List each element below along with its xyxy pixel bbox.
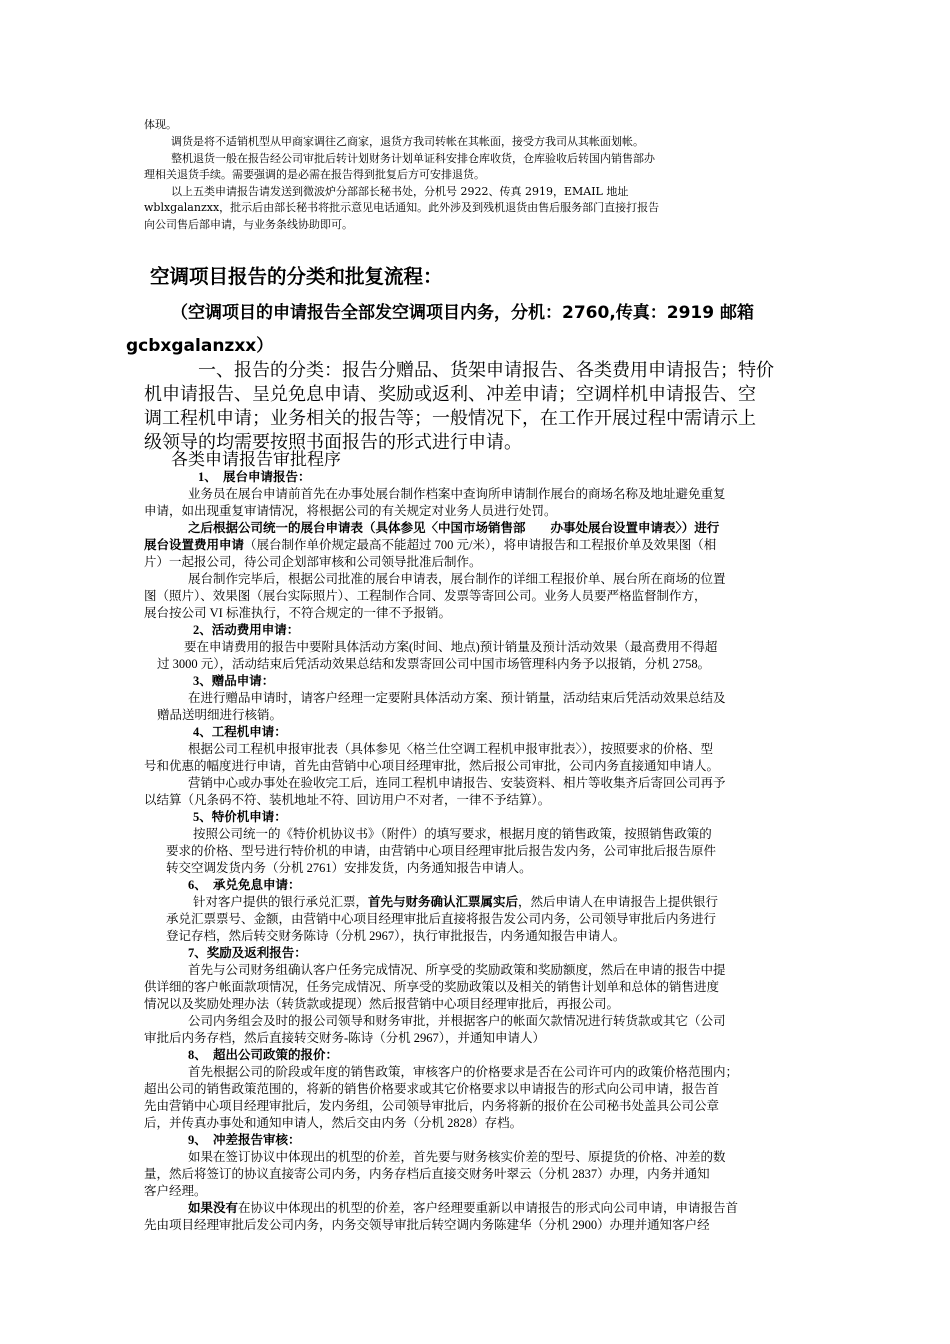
inline-text: 针对客户提供的银行承兑汇票， <box>193 895 369 909</box>
item-title: 2、活动费用申请： <box>193 623 300 637</box>
item-title: 7、奖励及返利报告： <box>188 946 307 960</box>
intro-line: 一、报告的分类：报告分赠品、货架申请报告、各类费用申请报告；特价 <box>198 360 774 380</box>
item-title: 1、 展台申请报告： <box>198 470 311 484</box>
text-line: 情况以及奖励处理办法（转货款或提现）然后报营销中心项目经理审批后，再报公司。 <box>144 997 620 1011</box>
text-line: 转交空调发货内务（分机 2761）安排发货，内务通知报告申请人。 <box>166 861 532 875</box>
text-line: 超出公司的销售政策范围的，将新的销售价格要求或其它价格要求以申请报告的形式向公司申请，报告首 <box>144 1082 720 1096</box>
item-title: 6、 承兑免息申请： <box>188 878 301 892</box>
text-line: 供详细的客户帐面款项情况，任务完成情况、所享受的奖励政策以及相关的销售计划单和总体的销售进度 <box>144 980 720 994</box>
intro-line: 机申请报告、呈兑免息申请、奖励或返利、冲差申请；空调样机申请报告、空 <box>144 384 756 404</box>
text-line: 后，并传真办事处和通知申请人，然后交由内务（分机 2828）存档。 <box>144 1116 523 1130</box>
text-line: 体现。 <box>144 118 177 131</box>
inline-text: 在协议中体现出的机型的价差，客户经理要重新以申请报告的形式向公司申请，申请报告首 <box>238 1201 739 1215</box>
text-line: 以上五类申请报告请发送到微波炉分部部长秘书处，分机号 2922、传真 2919，EMAIL 地址 <box>171 185 629 198</box>
text-line: 展台制作完毕后，根据公司批准的展台申请表，展台制作的详细工程报价单、展台所在商场的位置 <box>188 572 726 586</box>
text-line: 要在申请费用的报告中要附具体活动方案(时间、地点)预计销量及预计活动效果（最高费用不得超 <box>184 640 718 654</box>
item-title: 8、 超出公司政策的报价： <box>188 1048 339 1062</box>
text-line: 图（照片）、效果图（展台实际照片）、工程制作合同、发票等寄回公司。业务人员要严格监督制作方， <box>144 589 707 603</box>
text-line: 公司内务组会及时的报公司领导和财务审批，并根据客户的帐面欠款情况进行转货款或其它（公司 <box>188 1014 726 1028</box>
section-title: 空调项目报告的分类和批复流程： <box>150 265 443 288</box>
text-line: 登记存档，然后转交财务陈诗（分机 2967），执行审批报告，内务通知报告申请人。 <box>166 929 626 943</box>
text-line: 营销中心或办事处在验收完工后，连同工程机申请报告、安装资料、相片等收集齐后寄回公司再予 <box>188 776 726 790</box>
item-title: 9、 冲差报告审核： <box>188 1133 301 1147</box>
text-line: 审批后内务存档，然后直接转交财务-陈诗（分机 2967），并通知申请人） <box>144 1031 546 1045</box>
text-line: 客户经理。 <box>144 1184 207 1198</box>
intro-line: 调工程机申请；业务相关的报告等；一般情况下，在工作开展过程中需请示上 <box>144 408 756 428</box>
text-line: 以结算（凡条码不符、装机地址不符、回访用户不对者，一律不予结算）。 <box>144 793 551 807</box>
text-line <box>193 894 718 911</box>
text-line: 业务员在展台申请前首先在办事处展台制作档案中查询所申请制作展台的商场名称及地址避免重复 <box>188 487 726 501</box>
text-line: 在进行赠品申请时，请客户经理一定要附具体活动方案、预计销量，活动结束后凭活动效果总结及 <box>188 691 726 705</box>
inline-text: ，然后申请人在申请报告上提供银行 <box>518 895 719 909</box>
text-line: 理相关退货手续。需要强调的是必需在报告得到批复后方可安排退货。 <box>144 168 485 181</box>
text-line: 根据公司工程机申报审批表（具体参见〈格兰仕空调工程机申报审批表〉），按照要求的价格、型 <box>188 742 714 756</box>
text-line: 展台按公司 VI 标准执行，不符合规定的一律不予报销。 <box>144 606 451 620</box>
inline-bold: 如果没有 <box>188 1201 239 1215</box>
text-line: 先由营销中心项目经理审批后，发内务组，公司领导审批后，内务将新的报价在公司秘书处盖具公司公章 <box>144 1099 720 1113</box>
text-line: 赠品送明细进行核销。 <box>157 708 283 722</box>
text-line: 片）一起报公司，待公司企划部审核和公司领导批准后制作。 <box>144 555 482 569</box>
text-line: 整机退货一般在报告经公司审批后转计划财务计划单证科安排仓库收货，仓库验收后转国内销售部办 <box>171 152 655 165</box>
item-title: 3、赠品申请： <box>193 674 275 688</box>
text-line-bold: 之后根据公司统一的展台申请表（具体参见〈中国市场销售部 办事处展台设置申请表〉）进行 <box>188 521 720 535</box>
text-line <box>188 1200 738 1217</box>
item-title: 5、特价机申请： <box>193 810 287 824</box>
text-line: 如果在签订协议中体现出的机型的价差，首先要与财务核实价差的型号、原提货的价格、冲差的数 <box>188 1150 726 1164</box>
text-line: wblxgalanzxx，批示后由部长秘书将批示意见电话通知。此外涉及到残机退货由售后服务部门直接打报告 <box>144 201 660 214</box>
text-line: 要求的价格、型号进行特价机的申请，由营销中心项目经理审批后报告发内务，公司审批后报告原件 <box>166 844 717 858</box>
section-subtitle-cont: gcbxgalanzxx） <box>126 336 274 356</box>
inline-bold: 首先与财务确认汇票属实后 <box>368 895 519 909</box>
text-line: 首先根据公司的阶段或年度的销售政策，审核客户的价格要求是否在公司许可内的政策价格范围内； <box>188 1065 739 1079</box>
text-line: 调货是将不适销机型从甲商家调往乙商家，退货方我司转帐在其帐面，接受方我司从其帐面划帐。 <box>171 135 644 148</box>
text-line: 过 3000 元），活动结束后凭活动效果总结和发票寄回公司中国市场管理科内务予以报销，分机 2758。 <box>157 657 711 671</box>
intro-line: 级领导的均需要按照书面报告的形式进行申请。 <box>144 432 522 452</box>
inline-bold: 展台设置费用申请 <box>144 538 245 552</box>
text-line: 承兑汇票票号、金额，由营销中心项目经理审批后直接将报告发公司内务，公司领导审批后内务进行 <box>166 912 717 926</box>
text-line: 按照公司统一的《特价机协议书》（附件）的填写要求，根据月度的销售政策，按照销售政策的 <box>193 827 712 841</box>
text-line: 号和优惠的幅度进行申请，首先由营销中心项目经理审批，然后报公司审批，公司内务直接通知申请人。 <box>144 759 720 773</box>
text-line: 申请，如出现重复审请情况，将根据公司的有关规定对业务人员进行处罚。 <box>144 504 557 518</box>
inline-text: （展台制作单价规定最高不能超过 700 元/米），将申请报告和工程报价单及效果图（相 <box>244 538 717 552</box>
procedure-heading: 各类申请报告审批程序 <box>171 450 341 469</box>
text-line <box>144 537 716 554</box>
item-title: 4、工程机申请： <box>193 725 287 739</box>
text-line: 向公司售后部申请，与业务条线协助即可。 <box>144 218 353 231</box>
section-subtitle: （空调项目的申请报告全部发空调项目内务，分机：2760,传真：2919 邮箱 <box>171 303 755 323</box>
text-line: 先由项目经理审批后发公司内务，内务交领导审批后转空调内务陈建华（分机 2900）办理并通知客户经 <box>144 1218 710 1232</box>
text-line: 量，然后将签订的协议直接寄公司内务，内务存档后直接交财务叶翠云（分机 2837）办理，内务并通知 <box>144 1167 710 1181</box>
text-line: 首先与公司财务组确认客户任务完成情况、所享受的奖励政策和奖励额度，然后在申请的报告中提 <box>188 963 726 977</box>
